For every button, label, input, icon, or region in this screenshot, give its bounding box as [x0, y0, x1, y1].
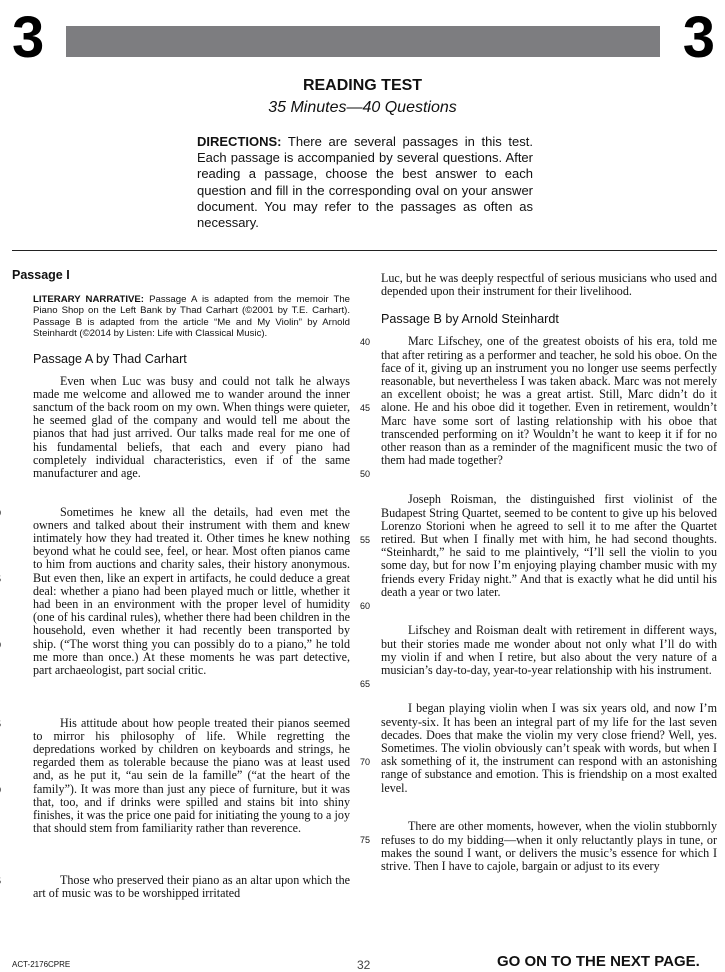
passage-b-paragraph — [360, 334, 717, 481]
line-number-10 — [0, 507, 1, 520]
directions-block — [197, 134, 533, 231]
intro-text: Passage A is adapted from the memoir The Piano Shop on the Left Bank by Thad Carhart (©2001 by T.E. Carhart). Passage B is adapted from the article “Me and My Violin” by Arnold Steinhardt (©2014 by Listen: Life with Classical Music). — [33, 294, 350, 340]
left-column — [12, 268, 350, 912]
section-header-bar — [66, 26, 660, 57]
paragraph-text: Even when Luc was busy and could not talk he always made me welcome and allowed me to wander around the inner sanctum of the back room on my own. When things were quieter, he seemed glad of the company and would tell me about the pianos that had just arrived. Our talks made real for me one of his fundamental beliefs, that each and every piano had completely individual characteristics, even if of the same manufacturer and age. — [33, 373, 350, 481]
paragraph-text: I began playing violin when I was six years old, and now I’m seventy-six. It has been an integral part of my life for the last seven decades. Does that make the violin my very close friend? Well, yes. Sometimes. The violin obviously can’t speak with words, but when I ask something of it, the instrument can respond with an astonishing range of substance and emotion. This is friendship on a most exalted level. — [381, 701, 717, 795]
line-number-40: 40 — [360, 337, 371, 348]
section-number-left: 3 — [12, 5, 45, 70]
line-number-25 — [0, 718, 1, 731]
footer-page-number: 32 — [357, 958, 371, 972]
paragraph-text: His attitude about how people treated their pianos seemed to mirror his philosophy of life. While regretting the depredations worked by children on keyboards and strings, he regarded them as tolerable because the piano was at least used and, as he put it, “au sein de la famille” (“at the heart of the family”). It was more than just any piece of furniture, but it was that, too, and if drinks were spilled and stains bit into shiny finishes, it was the price one paid for initiating the young to a joy that should stem from familiarity rather than reverence. — [33, 715, 350, 836]
passage-b-paragraph — [360, 492, 717, 612]
test-subtitle: 35 Minutes—40 Questions — [268, 99, 457, 116]
directions-text: There are several passages in this test. Each passage is accompanied by several questions. After reading a passage, choose the best answer to each question and fill in the corresponding oval on your answer document. You may refer to the passages as often as necessary. — [197, 134, 533, 231]
section-number-right: 3 — [682, 5, 715, 70]
passage-b-paragraph — [360, 819, 717, 874]
paragraph-text: There are other moments, however, when the violin stubbornly refuses to do my bidding—when it only reluctantly plays in tune, or makes the sound I want, or delivers the music’s essence for which I strive. Then I have to cajole, bargain or adjust to its every — [381, 819, 717, 874]
paragraph-text: Lifschey and Roisman dealt with retirement in different ways, but their stories made me wonder about not only what I’ll do with my violin if and when I retire, but also about the very nature of a musician’s day-to-day, year-to-year relationship with his instrument. — [381, 623, 717, 678]
line-number-70: 70 — [360, 757, 371, 768]
paragraph-text: Joseph Roisman, the distinguished first violinist of the Budapest String Quartet, seemed to be content to give up his beloved Lorenzo Storioni when he agreed to sell it to me after the Quartet retired. But when I finally met with him, he had second thoughts. “Steinhardt,” he said to me plaintively, “I’ll sell the violin to you some day, but for now I’m enjoying playing chamber music with my friends every Friday night.” And that is exactly what he did until his death a year or two later. — [381, 492, 717, 599]
paragraph-text: Sometimes he knew all the details, had even met the owners and talked about their instrument with them and knew intimately how they had treated it. Other times he knew nothing beyond what he could see, feel, or hear. Most often pianos came to him from auctions and charity sales, their history anonymous. But even then, like an expert in artifacts, he could deduce a great deal: whether a piano had been played much or little, whether it had been in an environment with the proper level of humidity (one of his cardinal rules), whether there had been children in the household, even whether it had recently been transported by ship. (“The worst thing you can possibly do to a piano,” he told me more than once.) At these moments he was part detective, part archaeologist, part social critic. — [33, 504, 350, 678]
passage-heading: Passage I — [12, 268, 70, 282]
line-number-65: 65 — [360, 679, 371, 690]
passage-a-paragraph — [12, 506, 350, 705]
line-number-15 — [0, 573, 1, 586]
passage-a-paragraph — [12, 717, 350, 862]
passage-b-paragraph — [360, 701, 717, 808]
paragraph-text: Marc Lifschey, one of the greatest oboists of his era, told me that after retiring as a performer and teacher, he sold his oboe. On the face of it, giving up an instrument you no longer use seems perfectly reasonable, but nevertheless I was taken aback. Marc was not merely an excellent oboist; he was a great artist. Still, Marc didn’t do it alone. He and his oboe did it together. Even in retirement, wouldn’t Marc have some sort of lasting relationship with his oboe that transcended performing on it? Wouldn’t he want to keep it if for no other reason than as a reminder of the magnificent music the two of them had made together? — [381, 334, 717, 468]
passage-a-paragraph — [12, 375, 350, 494]
footer-form-code: ACT-2176CPRE — [12, 960, 71, 969]
line-number-50: 50 — [360, 469, 371, 480]
line-number-75: 75 — [360, 835, 371, 846]
passage-b-paragraph — [360, 623, 717, 690]
line-number-60: 60 — [360, 601, 371, 612]
line-number-55: 55 — [360, 535, 371, 546]
passage-a-paragraph — [12, 874, 350, 900]
passage-a-continued: Luc, but he was deeply respectful of serious musicians who used and depended upon their instrument for their livelihood. — [381, 271, 717, 299]
line-number-45: 45 — [360, 403, 371, 414]
line-number-20 — [0, 639, 1, 652]
right-column — [360, 268, 717, 885]
passage-intro — [12, 294, 350, 340]
footer-next-page: GO ON TO THE NEXT PAGE. — [497, 953, 700, 970]
intro-label: LITERARY NARRATIVE: — [33, 294, 144, 305]
line-number-35 — [0, 875, 1, 888]
line-number-30 — [0, 784, 1, 797]
test-title: READING TEST — [302, 77, 423, 94]
paragraph-text: Those who preserved their piano as an altar upon which the art of music was to be worshipped irritated — [33, 872, 350, 900]
header-divider — [12, 250, 717, 251]
passage-b-heading: Passage B by Arnold Steinhardt — [381, 312, 559, 327]
passage-a-heading: Passage A by Thad Carhart — [33, 351, 187, 366]
directions-label: DIRECTIONS: — [197, 134, 282, 149]
